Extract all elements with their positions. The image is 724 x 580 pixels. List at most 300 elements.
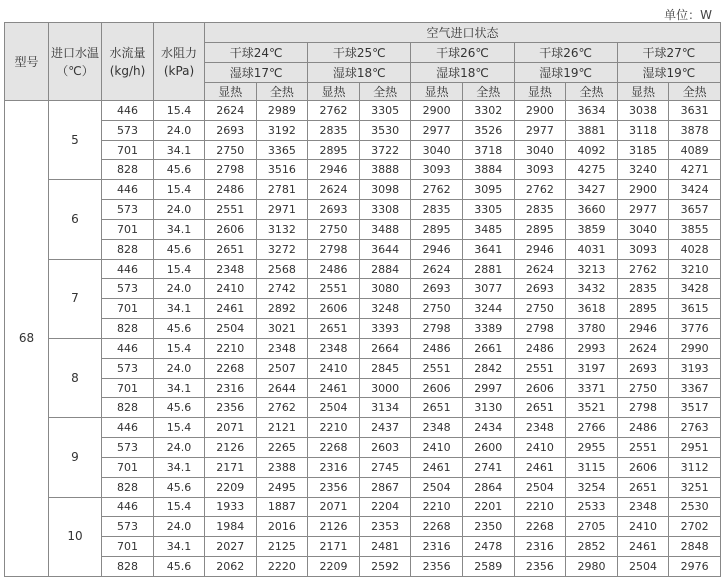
sensible-heat-cell: 2316 bbox=[514, 537, 566, 557]
header-total-heat: 全热 bbox=[462, 83, 514, 101]
flow-cell: 701 bbox=[102, 140, 154, 160]
total-heat-cell: 3641 bbox=[462, 239, 514, 259]
sensible-heat-cell: 2268 bbox=[308, 438, 360, 458]
sensible-heat-cell: 2835 bbox=[617, 279, 669, 299]
table-row bbox=[5, 398, 721, 418]
sensible-heat-cell: 2651 bbox=[411, 398, 463, 418]
total-heat-cell: 3305 bbox=[359, 101, 411, 121]
header-air-state: 空气进口状态 bbox=[205, 23, 721, 43]
total-heat-cell: 3197 bbox=[566, 358, 618, 378]
resistance-cell: 45.6 bbox=[154, 239, 205, 259]
sensible-heat-cell: 2895 bbox=[308, 140, 360, 160]
total-heat-cell: 3393 bbox=[359, 319, 411, 339]
header-total-heat: 全热 bbox=[359, 83, 411, 101]
total-heat-cell: 2845 bbox=[359, 358, 411, 378]
sensible-heat-cell: 2946 bbox=[411, 239, 463, 259]
flow-cell: 446 bbox=[102, 418, 154, 438]
total-heat-cell: 3098 bbox=[359, 180, 411, 200]
inlet-temp-cell: 7 bbox=[49, 259, 102, 338]
sensible-heat-cell: 2551 bbox=[411, 358, 463, 378]
sensible-heat-cell: 2027 bbox=[205, 537, 257, 557]
total-heat-cell: 3859 bbox=[566, 219, 618, 239]
sensible-heat-cell: 2316 bbox=[308, 457, 360, 477]
sensible-heat-cell: 2762 bbox=[617, 259, 669, 279]
header-total-heat: 全热 bbox=[669, 83, 721, 101]
total-heat-cell: 2881 bbox=[462, 259, 514, 279]
table-row bbox=[5, 140, 721, 160]
sensible-heat-cell: 2071 bbox=[205, 418, 257, 438]
table-row bbox=[5, 299, 721, 319]
total-heat-cell: 3248 bbox=[359, 299, 411, 319]
sensible-heat-cell: 2835 bbox=[308, 120, 360, 140]
flow-cell: 701 bbox=[102, 537, 154, 557]
resistance-cell: 34.1 bbox=[154, 219, 205, 239]
table-row bbox=[5, 338, 721, 358]
sensible-heat-cell: 2606 bbox=[617, 457, 669, 477]
sensible-heat-cell: 2977 bbox=[514, 120, 566, 140]
table-row bbox=[5, 457, 721, 477]
total-heat-cell: 2016 bbox=[256, 517, 308, 537]
total-heat-cell: 2842 bbox=[462, 358, 514, 378]
total-heat-cell: 3000 bbox=[359, 378, 411, 398]
total-heat-cell: 2348 bbox=[256, 338, 308, 358]
flow-cell: 446 bbox=[102, 101, 154, 121]
total-heat-cell: 3881 bbox=[566, 120, 618, 140]
sensible-heat-cell: 2798 bbox=[308, 239, 360, 259]
sensible-heat-cell: 2551 bbox=[308, 279, 360, 299]
total-heat-cell: 3367 bbox=[669, 378, 721, 398]
sensible-heat-cell: 2071 bbox=[308, 497, 360, 517]
sensible-heat-cell: 2693 bbox=[514, 279, 566, 299]
table-row bbox=[5, 557, 721, 577]
total-heat-cell: 2762 bbox=[256, 398, 308, 418]
total-heat-cell: 2603 bbox=[359, 438, 411, 458]
table-row bbox=[5, 160, 721, 180]
sensible-heat-cell: 2356 bbox=[308, 477, 360, 497]
total-heat-cell: 2951 bbox=[669, 438, 721, 458]
table-row bbox=[5, 537, 721, 557]
sensible-heat-cell: 2895 bbox=[514, 219, 566, 239]
table-row bbox=[5, 319, 721, 339]
sensible-heat-cell: 2693 bbox=[411, 279, 463, 299]
total-heat-cell: 3115 bbox=[566, 457, 618, 477]
sensible-heat-cell: 2895 bbox=[617, 299, 669, 319]
total-heat-cell: 3428 bbox=[669, 279, 721, 299]
sensible-heat-cell: 2486 bbox=[617, 418, 669, 438]
sensible-heat-cell: 2461 bbox=[205, 299, 257, 319]
sensible-heat-cell: 2551 bbox=[205, 200, 257, 220]
total-heat-cell: 2592 bbox=[359, 557, 411, 577]
total-heat-cell: 2990 bbox=[669, 338, 721, 358]
total-heat-cell: 2955 bbox=[566, 438, 618, 458]
sensible-heat-cell: 2977 bbox=[411, 120, 463, 140]
total-heat-cell: 2434 bbox=[462, 418, 514, 438]
total-heat-cell: 2980 bbox=[566, 557, 618, 577]
flow-cell: 573 bbox=[102, 358, 154, 378]
table-row bbox=[5, 101, 721, 121]
flow-cell: 828 bbox=[102, 398, 154, 418]
sensible-heat-cell: 2624 bbox=[411, 259, 463, 279]
sensible-heat-cell: 2268 bbox=[411, 517, 463, 537]
total-heat-cell: 3615 bbox=[669, 299, 721, 319]
total-heat-cell: 3021 bbox=[256, 319, 308, 339]
flow-cell: 701 bbox=[102, 457, 154, 477]
sensible-heat-cell: 2762 bbox=[411, 180, 463, 200]
total-heat-cell: 2437 bbox=[359, 418, 411, 438]
total-heat-cell: 2892 bbox=[256, 299, 308, 319]
sensible-heat-cell: 2900 bbox=[617, 180, 669, 200]
sensible-heat-cell: 2504 bbox=[205, 319, 257, 339]
sensible-heat-cell: 2348 bbox=[514, 418, 566, 438]
total-heat-cell: 3389 bbox=[462, 319, 514, 339]
total-heat-cell: 2644 bbox=[256, 378, 308, 398]
resistance-cell: 15.4 bbox=[154, 418, 205, 438]
total-heat-cell: 3302 bbox=[462, 101, 514, 121]
resistance-cell: 45.6 bbox=[154, 319, 205, 339]
total-heat-cell: 2976 bbox=[669, 557, 721, 577]
total-heat-cell: 3888 bbox=[359, 160, 411, 180]
header-sensible-heat: 显热 bbox=[514, 83, 566, 101]
total-heat-cell: 3130 bbox=[462, 398, 514, 418]
sensible-heat-cell: 2798 bbox=[617, 398, 669, 418]
header-wet-bulb: 湿球18℃ bbox=[308, 63, 411, 83]
sensible-heat-cell: 3040 bbox=[514, 140, 566, 160]
total-heat-cell: 3526 bbox=[462, 120, 514, 140]
total-heat-cell: 2568 bbox=[256, 259, 308, 279]
total-heat-cell: 2495 bbox=[256, 477, 308, 497]
model-cell: 68 bbox=[5, 101, 49, 577]
total-heat-cell: 2350 bbox=[462, 517, 514, 537]
total-heat-cell: 2993 bbox=[566, 338, 618, 358]
sensible-heat-cell: 2126 bbox=[308, 517, 360, 537]
sensible-heat-cell: 2624 bbox=[308, 180, 360, 200]
sensible-heat-cell: 2210 bbox=[411, 497, 463, 517]
resistance-cell: 24.0 bbox=[154, 358, 205, 378]
inlet-temp-cell: 9 bbox=[49, 418, 102, 497]
header-wet-bulb: 湿球17℃ bbox=[205, 63, 308, 83]
resistance-cell: 24.0 bbox=[154, 200, 205, 220]
sensible-heat-cell: 2750 bbox=[411, 299, 463, 319]
header-resistance bbox=[154, 23, 205, 101]
total-heat-cell: 3530 bbox=[359, 120, 411, 140]
total-heat-cell: 4028 bbox=[669, 239, 721, 259]
sensible-heat-cell: 2624 bbox=[205, 101, 257, 121]
total-heat-cell: 3308 bbox=[359, 200, 411, 220]
sensible-heat-cell: 2171 bbox=[205, 457, 257, 477]
header-wet-bulb: 湿球19℃ bbox=[617, 63, 720, 83]
table-row bbox=[5, 497, 721, 517]
header-flow-unit: (kg/h) bbox=[109, 63, 146, 78]
header-resistance-unit: (kPa) bbox=[163, 63, 195, 78]
total-heat-cell: 2481 bbox=[359, 537, 411, 557]
sensible-heat-cell: 2624 bbox=[617, 338, 669, 358]
sensible-heat-cell: 3240 bbox=[617, 160, 669, 180]
total-heat-cell: 2589 bbox=[462, 557, 514, 577]
flow-cell: 446 bbox=[102, 180, 154, 200]
sensible-heat-cell: 2946 bbox=[617, 319, 669, 339]
total-heat-cell: 3878 bbox=[669, 120, 721, 140]
total-heat-cell: 3517 bbox=[669, 398, 721, 418]
sensible-heat-cell: 2410 bbox=[308, 358, 360, 378]
sensible-heat-cell: 2762 bbox=[308, 101, 360, 121]
total-heat-cell: 2763 bbox=[669, 418, 721, 438]
header-inlet-temp-unit: （℃） bbox=[56, 63, 94, 78]
resistance-cell: 34.1 bbox=[154, 299, 205, 319]
resistance-cell: 45.6 bbox=[154, 398, 205, 418]
total-heat-cell: 2530 bbox=[669, 497, 721, 517]
sensible-heat-cell: 2504 bbox=[308, 398, 360, 418]
sensible-heat-cell: 2798 bbox=[514, 319, 566, 339]
resistance-cell: 24.0 bbox=[154, 517, 205, 537]
sensible-heat-cell: 3185 bbox=[617, 140, 669, 160]
sensible-heat-cell: 2486 bbox=[205, 180, 257, 200]
total-heat-cell: 3095 bbox=[462, 180, 514, 200]
table-header bbox=[5, 23, 721, 101]
header-inlet-temp bbox=[49, 23, 102, 101]
table-row bbox=[5, 438, 721, 458]
sensible-heat-cell: 2316 bbox=[411, 537, 463, 557]
total-heat-cell: 3432 bbox=[566, 279, 618, 299]
total-heat-cell: 3112 bbox=[669, 457, 721, 477]
total-heat-cell: 3884 bbox=[462, 160, 514, 180]
sensible-heat-cell: 2651 bbox=[308, 319, 360, 339]
total-heat-cell: 2864 bbox=[462, 477, 514, 497]
total-heat-cell: 3272 bbox=[256, 239, 308, 259]
total-heat-cell: 3305 bbox=[462, 200, 514, 220]
sensible-heat-cell: 2504 bbox=[617, 557, 669, 577]
total-heat-cell: 3254 bbox=[566, 477, 618, 497]
table-row bbox=[5, 358, 721, 378]
resistance-cell: 34.1 bbox=[154, 457, 205, 477]
total-heat-cell: 3132 bbox=[256, 219, 308, 239]
sensible-heat-cell: 2486 bbox=[308, 259, 360, 279]
flow-cell: 573 bbox=[102, 120, 154, 140]
header-flow-label: 水流量 bbox=[109, 45, 146, 60]
table-row bbox=[5, 279, 721, 299]
table-row bbox=[5, 239, 721, 259]
total-heat-cell: 3080 bbox=[359, 279, 411, 299]
sensible-heat-cell: 2606 bbox=[514, 378, 566, 398]
sensible-heat-cell: 2750 bbox=[617, 378, 669, 398]
total-heat-cell: 2353 bbox=[359, 517, 411, 537]
resistance-cell: 15.4 bbox=[154, 101, 205, 121]
flow-cell: 446 bbox=[102, 259, 154, 279]
sensible-heat-cell: 2210 bbox=[308, 418, 360, 438]
sensible-heat-cell: 2551 bbox=[617, 438, 669, 458]
sensible-heat-cell: 2410 bbox=[617, 517, 669, 537]
total-heat-cell: 3631 bbox=[669, 101, 721, 121]
resistance-cell: 24.0 bbox=[154, 279, 205, 299]
sensible-heat-cell: 2410 bbox=[514, 438, 566, 458]
flow-cell: 701 bbox=[102, 378, 154, 398]
sensible-heat-cell: 2504 bbox=[411, 477, 463, 497]
total-heat-cell: 3424 bbox=[669, 180, 721, 200]
sensible-heat-cell: 2410 bbox=[205, 279, 257, 299]
sensible-heat-cell: 2946 bbox=[308, 160, 360, 180]
total-heat-cell: 2742 bbox=[256, 279, 308, 299]
table-row bbox=[5, 259, 721, 279]
sensible-heat-cell: 2606 bbox=[411, 378, 463, 398]
table-row bbox=[5, 418, 721, 438]
table-row bbox=[5, 477, 721, 497]
total-heat-cell: 4275 bbox=[566, 160, 618, 180]
total-heat-cell: 3618 bbox=[566, 299, 618, 319]
sensible-heat-cell: 2651 bbox=[205, 239, 257, 259]
resistance-cell: 15.4 bbox=[154, 338, 205, 358]
sensible-heat-cell: 2900 bbox=[514, 101, 566, 121]
header-wet-bulb: 湿球19℃ bbox=[514, 63, 617, 83]
header-total-heat: 全热 bbox=[566, 83, 618, 101]
total-heat-cell: 3718 bbox=[462, 140, 514, 160]
sensible-heat-cell: 2356 bbox=[411, 557, 463, 577]
total-heat-cell: 3488 bbox=[359, 219, 411, 239]
sensible-heat-cell: 2210 bbox=[205, 338, 257, 358]
sensible-heat-cell: 2126 bbox=[205, 438, 257, 458]
sensible-heat-cell: 2504 bbox=[514, 477, 566, 497]
total-heat-cell: 3644 bbox=[359, 239, 411, 259]
sensible-heat-cell: 2651 bbox=[617, 477, 669, 497]
sensible-heat-cell: 3093 bbox=[411, 160, 463, 180]
total-heat-cell: 2867 bbox=[359, 477, 411, 497]
total-heat-cell: 3660 bbox=[566, 200, 618, 220]
total-heat-cell: 2507 bbox=[256, 358, 308, 378]
total-heat-cell: 2265 bbox=[256, 438, 308, 458]
sensible-heat-cell: 2268 bbox=[205, 358, 257, 378]
sensible-heat-cell: 2798 bbox=[411, 319, 463, 339]
sensible-heat-cell: 2348 bbox=[308, 338, 360, 358]
total-heat-cell: 4092 bbox=[566, 140, 618, 160]
total-heat-cell: 2204 bbox=[359, 497, 411, 517]
sensible-heat-cell: 2835 bbox=[514, 200, 566, 220]
header-dry-bulb: 干球26℃ bbox=[514, 43, 617, 63]
flow-cell: 828 bbox=[102, 160, 154, 180]
total-heat-cell: 3193 bbox=[669, 358, 721, 378]
sensible-heat-cell: 3093 bbox=[617, 239, 669, 259]
flow-cell: 701 bbox=[102, 299, 154, 319]
table-row bbox=[5, 517, 721, 537]
total-heat-cell: 3371 bbox=[566, 378, 618, 398]
total-heat-cell: 2388 bbox=[256, 457, 308, 477]
total-heat-cell: 2220 bbox=[256, 557, 308, 577]
flow-cell: 446 bbox=[102, 338, 154, 358]
header-resistance-label: 水阻力 bbox=[160, 45, 197, 60]
sensible-heat-cell: 2606 bbox=[205, 219, 257, 239]
total-heat-cell: 2600 bbox=[462, 438, 514, 458]
sensible-heat-cell: 2348 bbox=[617, 497, 669, 517]
total-heat-cell: 3251 bbox=[669, 477, 721, 497]
total-heat-cell: 3192 bbox=[256, 120, 308, 140]
total-heat-cell: 2989 bbox=[256, 101, 308, 121]
sensible-heat-cell: 2461 bbox=[617, 537, 669, 557]
sensible-heat-cell: 2895 bbox=[411, 219, 463, 239]
total-heat-cell: 3776 bbox=[669, 319, 721, 339]
flow-cell: 828 bbox=[102, 239, 154, 259]
total-heat-cell: 4271 bbox=[669, 160, 721, 180]
total-heat-cell: 2781 bbox=[256, 180, 308, 200]
total-heat-cell: 3077 bbox=[462, 279, 514, 299]
total-heat-cell: 3722 bbox=[359, 140, 411, 160]
header-wet-bulb: 湿球18℃ bbox=[411, 63, 514, 83]
flow-cell: 573 bbox=[102, 517, 154, 537]
header-sensible-heat: 显热 bbox=[308, 83, 360, 101]
total-heat-cell: 3210 bbox=[669, 259, 721, 279]
total-heat-cell: 3485 bbox=[462, 219, 514, 239]
sensible-heat-cell: 2835 bbox=[411, 200, 463, 220]
total-heat-cell: 3427 bbox=[566, 180, 618, 200]
sensible-heat-cell: 3038 bbox=[617, 101, 669, 121]
total-heat-cell: 2125 bbox=[256, 537, 308, 557]
header-sensible-heat: 显热 bbox=[617, 83, 669, 101]
header-dry-bulb: 干球26℃ bbox=[411, 43, 514, 63]
total-heat-cell: 2664 bbox=[359, 338, 411, 358]
total-heat-cell: 3134 bbox=[359, 398, 411, 418]
header-dry-bulb: 干球24℃ bbox=[205, 43, 308, 63]
sensible-heat-cell: 2410 bbox=[411, 438, 463, 458]
total-heat-cell: 4089 bbox=[669, 140, 721, 160]
performance-table bbox=[4, 22, 721, 577]
sensible-heat-cell: 2209 bbox=[308, 557, 360, 577]
sensible-heat-cell: 2798 bbox=[205, 160, 257, 180]
sensible-heat-cell: 2486 bbox=[411, 338, 463, 358]
total-heat-cell: 2741 bbox=[462, 457, 514, 477]
sensible-heat-cell: 2946 bbox=[514, 239, 566, 259]
total-heat-cell: 2702 bbox=[669, 517, 721, 537]
sensible-heat-cell: 2750 bbox=[308, 219, 360, 239]
total-heat-cell: 2478 bbox=[462, 537, 514, 557]
table-row bbox=[5, 200, 721, 220]
resistance-cell: 45.6 bbox=[154, 557, 205, 577]
sensible-heat-cell: 2461 bbox=[514, 457, 566, 477]
sensible-heat-cell: 3040 bbox=[617, 219, 669, 239]
total-heat-cell: 2201 bbox=[462, 497, 514, 517]
header-model: 型号 bbox=[5, 23, 49, 101]
sensible-heat-cell: 2062 bbox=[205, 557, 257, 577]
sensible-heat-cell: 1984 bbox=[205, 517, 257, 537]
resistance-cell: 15.4 bbox=[154, 180, 205, 200]
resistance-cell: 45.6 bbox=[154, 160, 205, 180]
total-heat-cell: 2121 bbox=[256, 418, 308, 438]
resistance-cell: 24.0 bbox=[154, 120, 205, 140]
total-heat-cell: 2848 bbox=[669, 537, 721, 557]
header-flow bbox=[102, 23, 154, 101]
table-row bbox=[5, 180, 721, 200]
header-dry-bulb: 干球27℃ bbox=[617, 43, 720, 63]
sensible-heat-cell: 2624 bbox=[514, 259, 566, 279]
flow-cell: 573 bbox=[102, 438, 154, 458]
total-heat-cell: 3516 bbox=[256, 160, 308, 180]
total-heat-cell: 2884 bbox=[359, 259, 411, 279]
header-dry-bulb: 干球25℃ bbox=[308, 43, 411, 63]
resistance-cell: 24.0 bbox=[154, 438, 205, 458]
table-row bbox=[5, 120, 721, 140]
total-heat-cell: 2852 bbox=[566, 537, 618, 557]
total-heat-cell: 2997 bbox=[462, 378, 514, 398]
flow-cell: 446 bbox=[102, 497, 154, 517]
total-heat-cell: 3244 bbox=[462, 299, 514, 319]
sensible-heat-cell: 2762 bbox=[514, 180, 566, 200]
sensible-heat-cell: 2268 bbox=[514, 517, 566, 537]
sensible-heat-cell: 2693 bbox=[205, 120, 257, 140]
sensible-heat-cell: 1933 bbox=[205, 497, 257, 517]
flow-cell: 573 bbox=[102, 200, 154, 220]
header-sensible-heat: 显热 bbox=[205, 83, 257, 101]
flow-cell: 828 bbox=[102, 319, 154, 339]
total-heat-cell: 2661 bbox=[462, 338, 514, 358]
resistance-cell: 34.1 bbox=[154, 537, 205, 557]
sensible-heat-cell: 2171 bbox=[308, 537, 360, 557]
total-heat-cell: 3657 bbox=[669, 200, 721, 220]
resistance-cell: 15.4 bbox=[154, 259, 205, 279]
